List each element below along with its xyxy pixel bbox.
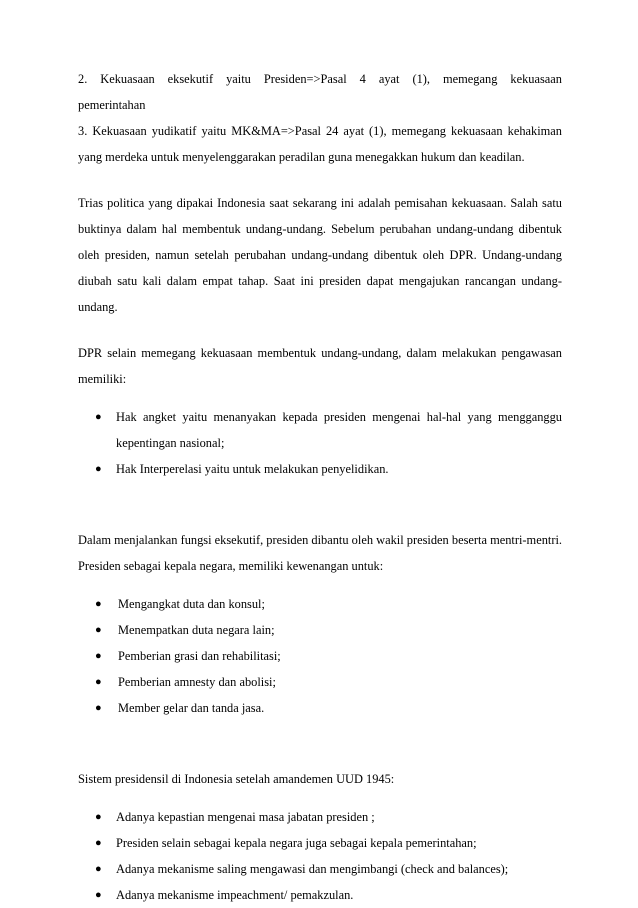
list-item xyxy=(78,643,562,669)
list-item xyxy=(78,456,562,482)
list-item-text: Menempatkan duta negara lain; xyxy=(118,623,275,637)
bullet-icon: ● xyxy=(95,411,102,423)
list-item xyxy=(78,669,562,695)
list-item-text: Presiden selain sebagai kepala negara juga sebagai kepala pemerintahan; xyxy=(116,836,477,850)
list-kewenangan-presiden xyxy=(78,591,562,721)
paragraph-fungsi-eksekutif: Dalam menjalankan fungsi eksekutif, presiden dibantu oleh wakil presiden beserta mentri-mentri. Presiden sebagai kepala negara, memiliki kewenangan untuk: xyxy=(78,533,562,573)
bullet-icon: ● xyxy=(95,598,102,610)
list-item-text: Hak angket yaitu menanyakan kepada presiden mengenai hal-hal yang mengganggu kepentingan nasional; xyxy=(116,410,562,450)
list-sistem-presidensil xyxy=(78,804,562,908)
bullet-icon: ● xyxy=(95,624,102,636)
list-item xyxy=(78,856,562,882)
list-item-text: Member gelar dan tanda jasa. xyxy=(118,701,265,715)
list-item-text: Hak Interperelasi yaitu untuk melakukan penyelidikan. xyxy=(116,462,389,476)
bullet-icon: ● xyxy=(95,863,102,875)
paragraph-sistem-presidensil: Sistem presidensil di Indonesia setelah amandemen UUD 1945: xyxy=(78,772,395,786)
list-item-text: Adanya mekanisme impeachment/ pemakzulan. xyxy=(116,888,354,902)
document-page xyxy=(78,66,562,908)
bullet-icon: ● xyxy=(95,463,102,475)
list-item-text: Pemberian grasi dan rehabilitasi; xyxy=(118,649,281,663)
list-item xyxy=(78,695,562,721)
list-item xyxy=(78,617,562,643)
list-hak-dpr xyxy=(78,404,562,482)
paragraph-eksekutif-line2: pemerintahan xyxy=(78,98,146,112)
list-item xyxy=(78,804,562,830)
bullet-icon: ● xyxy=(95,650,102,662)
list-item xyxy=(78,882,562,908)
bullet-icon: ● xyxy=(95,811,102,823)
list-item-text: Mengangkat duta dan konsul; xyxy=(118,597,265,611)
list-item-text: Adanya kepastian mengenai masa jabatan presiden ; xyxy=(116,810,375,824)
list-item xyxy=(78,830,562,856)
list-item xyxy=(78,404,562,456)
paragraph-dpr: DPR selain memegang kekuasaan membentuk undang-undang, dalam melakukan pengawasan memiliki: xyxy=(78,346,562,386)
list-item-text: Pemberian amnesty dan abolisi; xyxy=(118,675,276,689)
bullet-icon: ● xyxy=(95,676,102,688)
paragraph-yudikatif: 3. Kekuasaan yudikatif yaitu MK&MA=>Pasal 24 ayat (1), memegang kekuasaan kehakiman yang merdeka untuk menyelenggarakan peradilan guna menegakkan hukum dan keadilan. xyxy=(78,124,562,164)
bullet-icon: ● xyxy=(95,702,102,714)
bullet-icon: ● xyxy=(95,837,102,849)
paragraph-trias-politica: Trias politica yang dipakai Indonesia saat sekarang ini adalah pemisahan kekuasaan. Salah satu buktinya dalam hal membentuk undang-undang. Sebelum perubahan undang-undang dibentuk oleh presiden, namun setelah perubahan undang-undang dibentuk oleh DPR. Undang-undang diubah satu kali dalam empat tahap. Saat ini presiden dapat mengajukan rancangan undang-undang. xyxy=(78,196,562,314)
bullet-icon: ● xyxy=(95,889,102,901)
list-item xyxy=(78,591,562,617)
list-item-text: Adanya mekanisme saling mengawasi dan mengimbangi (check and balances); xyxy=(116,862,509,876)
paragraph-eksekutif-line1: 2. Kekuasaan eksekutif yaitu Presiden=>Pasal 4 ayat (1), memegang kekuasaan xyxy=(78,72,562,86)
